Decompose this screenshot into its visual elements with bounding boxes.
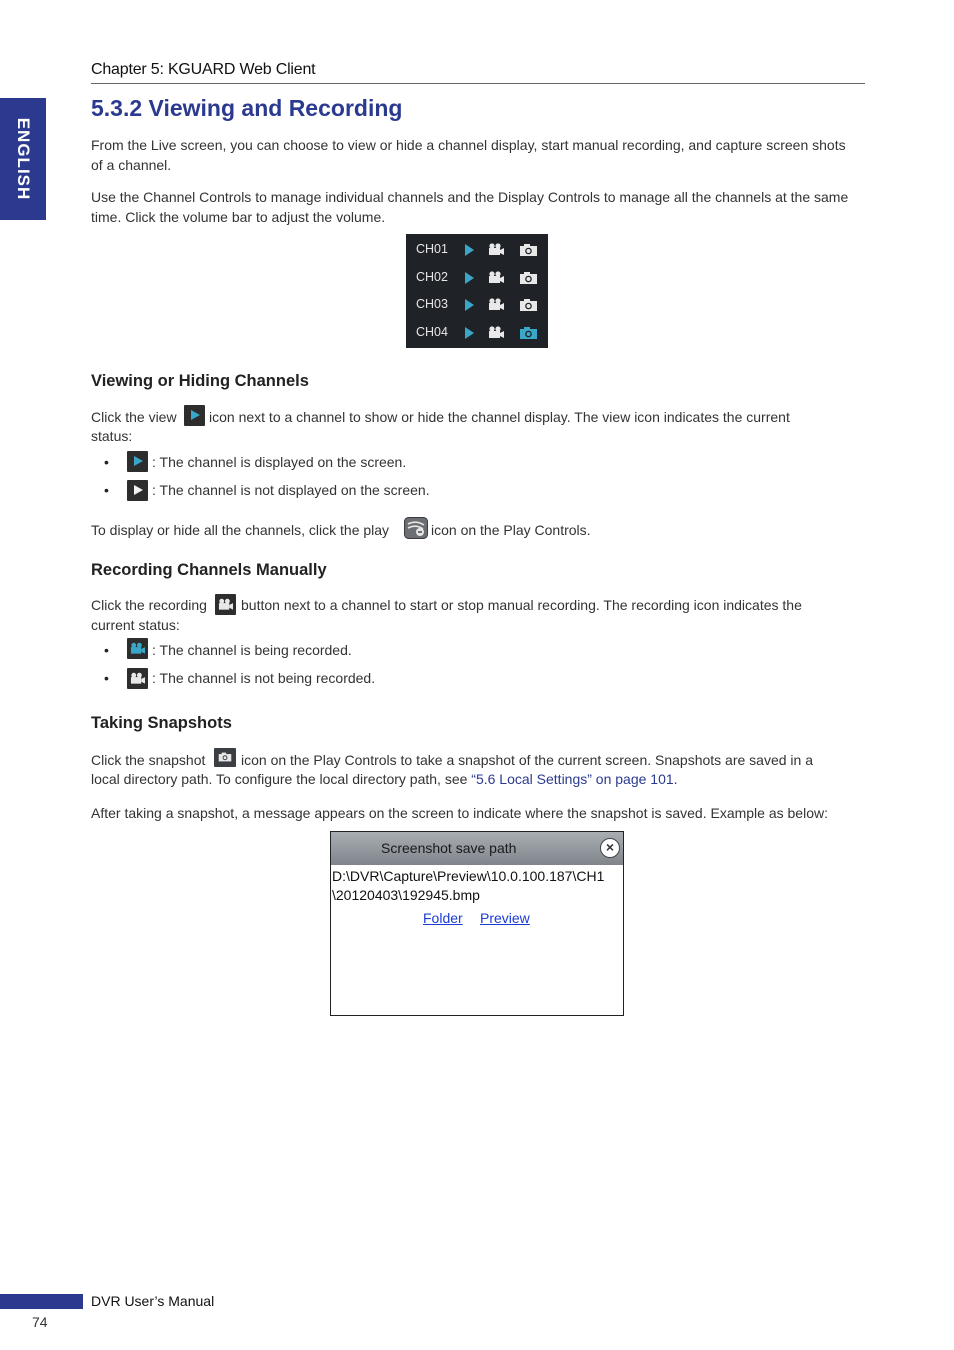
play-all-icon bbox=[404, 517, 428, 539]
record-camera-icon bbox=[130, 642, 145, 655]
recording-text-after-icon-line1: button next to a channel to start or stop manual recording. The recording icon indicates the bbox=[241, 597, 802, 613]
viewing-bullet-hidden: : The channel is not displayed on the screen. bbox=[152, 482, 430, 498]
dialog-title: Screenshot save path bbox=[381, 840, 517, 856]
recording-bullet-active: : The channel is being recorded. bbox=[152, 642, 352, 658]
view-play-icon[interactable] bbox=[465, 272, 474, 284]
section-title: 5.3.2 Viewing and Recording bbox=[91, 95, 403, 121]
language-tab bbox=[0, 98, 46, 220]
page-number: 74 bbox=[32, 1314, 48, 1330]
snapshot-camera-icon[interactable] bbox=[519, 243, 538, 257]
channel-label: CH01 bbox=[416, 242, 448, 256]
view-icon bbox=[184, 405, 205, 426]
chapter-header: Chapter 5: KGUARD Web Client bbox=[91, 61, 316, 78]
record-icon-inactive bbox=[127, 668, 148, 689]
recording-bullet-inactive: : The channel is not being recorded. bbox=[152, 670, 376, 686]
viewing-all-text-after: icon on the Play Controls. bbox=[431, 522, 591, 538]
viewing-heading: Viewing or Hiding Channels bbox=[91, 372, 309, 390]
snapshot-text-end: . bbox=[673, 771, 678, 787]
screenshot-save-dialog bbox=[330, 831, 624, 1016]
view-icon-displayed bbox=[127, 451, 148, 472]
dialog-save-path bbox=[332, 867, 604, 905]
record-camera-icon bbox=[130, 672, 145, 685]
view-play-icon[interactable] bbox=[465, 244, 474, 256]
bullet-dot: • bbox=[104, 454, 109, 470]
viewing-text-after-icon-line2: status: bbox=[91, 428, 133, 444]
snapshot-camera-icon[interactable] bbox=[519, 326, 538, 340]
play-triangle-icon bbox=[134, 485, 143, 495]
snapshot-camera-icon[interactable] bbox=[519, 298, 538, 312]
record-camera-icon[interactable] bbox=[488, 271, 504, 284]
local-settings-link[interactable]: “5.6 Local Settings” on page 101 bbox=[471, 771, 674, 787]
footer-manual-title: DVR User’s Manual bbox=[91, 1293, 215, 1309]
channel-label: CH04 bbox=[416, 325, 448, 339]
channel-row bbox=[406, 291, 548, 318]
play-triangle-icon bbox=[191, 410, 200, 420]
channel-row bbox=[406, 264, 548, 291]
snapshot-camera-icon[interactable] bbox=[519, 271, 538, 285]
record-icon bbox=[215, 594, 236, 615]
channel-row bbox=[406, 236, 548, 263]
folder-link[interactable]: Folder bbox=[423, 910, 463, 926]
play-triangle-icon bbox=[134, 456, 143, 466]
view-icon-hidden bbox=[127, 480, 148, 501]
view-play-icon[interactable] bbox=[465, 299, 474, 311]
intro-paragraph-1: From the Live screen, you can choose to view or hide a channel display, start manual recording, and capture screen shots of a channel. bbox=[91, 137, 846, 173]
viewing-bullet-displayed: : The channel is displayed on the screen. bbox=[152, 454, 407, 470]
footer-bar bbox=[0, 1294, 83, 1309]
intro-paragraph-2: Use the Channel Controls to manage individual channels and the Display Controls to manage all the channels at the same time. Click the volume bar to adjust the volume. bbox=[91, 189, 849, 225]
viewing-all-text-before: To display or hide all the channels, click the play bbox=[91, 522, 390, 538]
channel-label: CH02 bbox=[416, 270, 448, 284]
dialog-titlebar bbox=[331, 832, 623, 865]
snapshot-text-before-icon: Click the snapshot bbox=[91, 752, 206, 768]
snapshot-text-line1: icon on the Play Controls to take a snapshot of the current screen. Snapshots are saved in a bbox=[241, 752, 814, 768]
snapshot-after-text: After taking a snapshot, a message appears on the screen to indicate where the snapshot is saved. Example as below: bbox=[91, 805, 828, 821]
viewing-text-after-icon-line1: icon next to a channel to show or hide the channel display. The view icon indicates the current bbox=[209, 409, 790, 425]
viewing-text-before-icon: Click the view bbox=[91, 409, 177, 425]
preview-link[interactable]: Preview bbox=[480, 910, 530, 926]
channel-row bbox=[406, 319, 548, 346]
recording-text-before-icon: Click the recording bbox=[91, 597, 207, 613]
record-camera-icon bbox=[218, 598, 233, 611]
snapshot-text-line2: local directory path. To configure the local directory path, see “5.6 Local Settings” on page 101. bbox=[91, 771, 678, 787]
channel-controls-panel bbox=[406, 234, 548, 348]
recording-text-after-icon-line2: current status: bbox=[91, 617, 180, 633]
bullet-dot: • bbox=[104, 482, 109, 498]
bullet-dot: • bbox=[104, 642, 109, 658]
language-tab-label: ENGLISH bbox=[14, 117, 33, 201]
record-camera-icon[interactable] bbox=[488, 326, 504, 339]
record-icon-active bbox=[127, 638, 148, 659]
view-play-icon[interactable] bbox=[465, 327, 474, 339]
snapshot-icon bbox=[214, 748, 236, 767]
save-path-line-2: \20120403\192945.bmp bbox=[332, 887, 480, 903]
channel-label: CH03 bbox=[416, 297, 448, 311]
record-camera-icon[interactable] bbox=[488, 243, 504, 256]
save-path-line-1: D:\DVR\Capture\Preview\10.0.100.187\CH1 bbox=[332, 868, 605, 884]
header-divider bbox=[91, 83, 865, 84]
close-icon[interactable]: × bbox=[600, 838, 620, 858]
snapshots-heading: Taking Snapshots bbox=[91, 714, 232, 732]
bullet-dot: • bbox=[104, 670, 109, 686]
record-camera-icon[interactable] bbox=[488, 298, 504, 311]
recording-heading: Recording Channels Manually bbox=[91, 561, 327, 579]
snapshot-camera-icon bbox=[218, 751, 232, 763]
